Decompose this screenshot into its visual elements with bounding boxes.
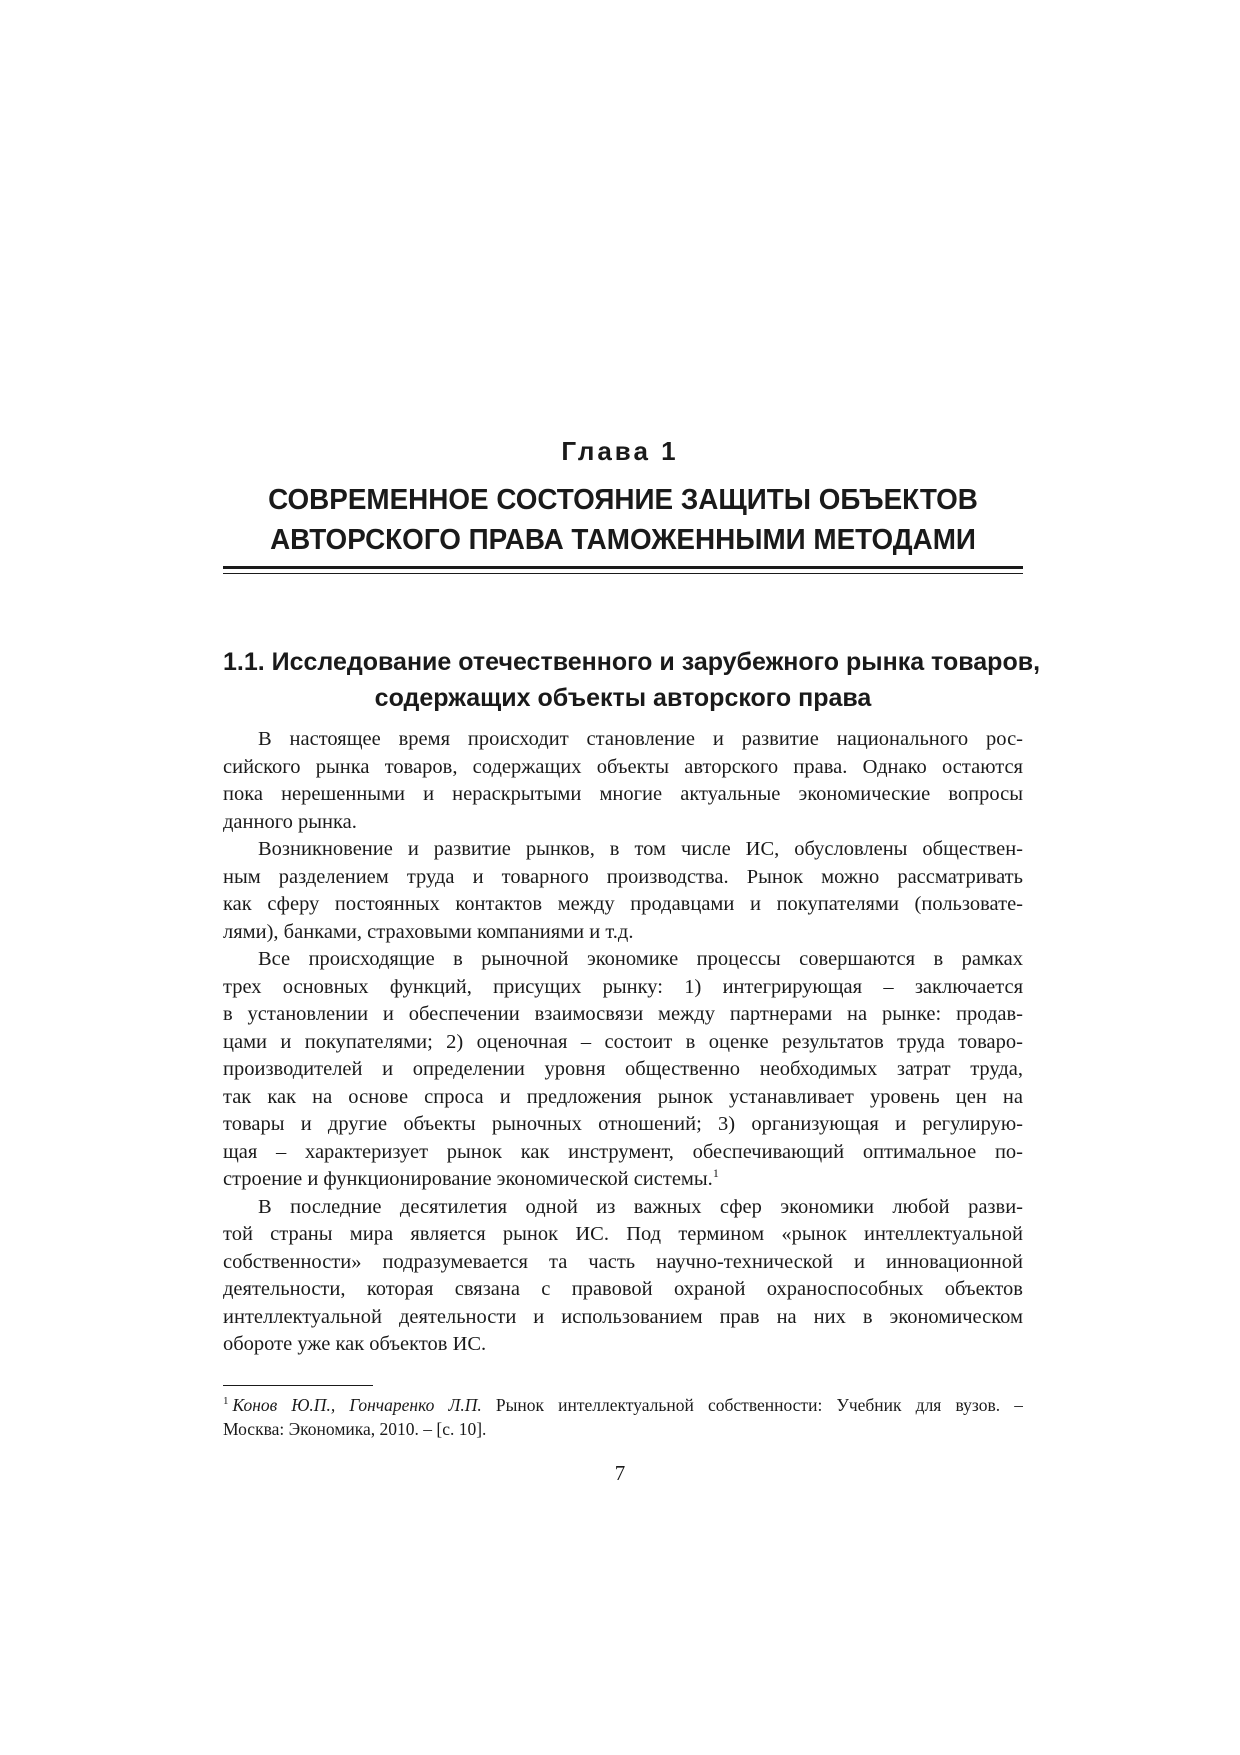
body-text (223, 726, 1023, 1359)
text-line: Все происходящие в рыночной экономике процессы совершаются в рамках (258, 948, 1023, 970)
text-line: лями), банками, страховыми компаниями и т.д. (223, 920, 634, 943)
text-line: В последние десятилетия одной из важных сфер экономики любой разви- (258, 1195, 1023, 1218)
chapter-divider-thick (223, 566, 1023, 569)
footnote-divider (223, 1385, 373, 1386)
footnote-text: Рынок интеллектуальной собственности: Учебник для вузов. – (481, 1395, 1023, 1415)
text-line: так как на основе спроса и предложения рынок устанавливает уровень цен на (223, 1085, 1023, 1108)
text-line: деятельности, которая связана с правовой охраной охраноспособных объектов (223, 1278, 1023, 1300)
chapter-label: Глава 1 (561, 436, 679, 466)
section-title-line: 1.1. Исследование отечественного и зарубежного рынка товаров, (223, 648, 1041, 676)
section-title-line: содержащих объекты авторского права (374, 684, 872, 712)
text-line: данного рынка. (223, 810, 357, 833)
footnote-line: Москва: Экономика, 2010. – [с. 10]. (223, 1419, 487, 1439)
paragraph-3 (223, 946, 1023, 1194)
text-line: товары и другие объекты рыночных отношений; 3) организующая и регулирую- (223, 1113, 1023, 1135)
paragraph-1 (223, 726, 1023, 836)
chapter-title (239, 480, 1007, 560)
chapter-divider-thin (223, 573, 1023, 574)
page-number: 7 (614, 1461, 626, 1485)
text-line: интеллектуальной деятельности и использованием прав на них в экономическом (223, 1305, 1023, 1328)
footnote (223, 1393, 1023, 1441)
text-line: щая – характеризует рынок как инструмент, обеспечивающий оптимальное по- (223, 1140, 1023, 1163)
section-title (223, 644, 1041, 716)
text-line: обороте уже как объектов ИС. (223, 1333, 487, 1355)
text-line-with-footnote (223, 1166, 1023, 1194)
footnote-line (223, 1393, 1023, 1417)
footnote-number: 1 (223, 1395, 229, 1408)
chapter-title-line: СОВРЕМЕННОЕ СОСТОЯНИЕ ЗАЩИТЫ ОБЪЕКТОВ (268, 484, 978, 516)
text-line: строение и функционирование экономической системы. (223, 1168, 713, 1190)
text-line: как сферу постоянных контактов между продавцами и покупателями (пользовате- (223, 893, 1023, 915)
paragraph-2 (223, 836, 1023, 946)
footnote-authors: Конов Ю.П., Гончаренко Л.П. (232, 1395, 482, 1415)
text-line: ным разделением труда и товарного производства. Рынок можно рассматривать (223, 865, 1023, 888)
text-line: Возникновение и развитие рынков, в том числе ИС, обусловлены обществен- (258, 838, 1023, 860)
text-line: той страны мира является рынок ИС. Под термином «рынок интеллектуальной (223, 1223, 1023, 1245)
text-line: В настоящее время происходит становление и развитие национального рос- (258, 728, 1023, 750)
footnote-reference[interactable]: 1 (712, 1166, 719, 1181)
text-line: собственности» подразумевается та часть научно-технической и инновационной (223, 1250, 1023, 1273)
text-line: пока нерешенными и нераскрытыми многие актуальные экономические вопросы (223, 783, 1023, 805)
text-line: сийского рынка товаров, содержащих объекты авторского права. Однако остаются (223, 755, 1023, 778)
paragraph-4 (223, 1194, 1023, 1359)
text-line: цами и покупателями; 2) оценочная – состоит в оценке результатов труда товаро- (223, 1030, 1023, 1053)
text-line: трех основных функций, присущих рынку: 1) интегрирующая – заключается (223, 975, 1023, 998)
chapter-title-line: АВТОРСКОГО ПРАВА ТАМОЖЕННЫМИ МЕТОДАМИ (270, 524, 976, 556)
text-line: в установлении и обеспечении взаимосвязи между партнерами на рынке: продав- (223, 1003, 1023, 1025)
text-line: производителей и определении уровня общественно необходимых затрат труда, (223, 1058, 1023, 1080)
